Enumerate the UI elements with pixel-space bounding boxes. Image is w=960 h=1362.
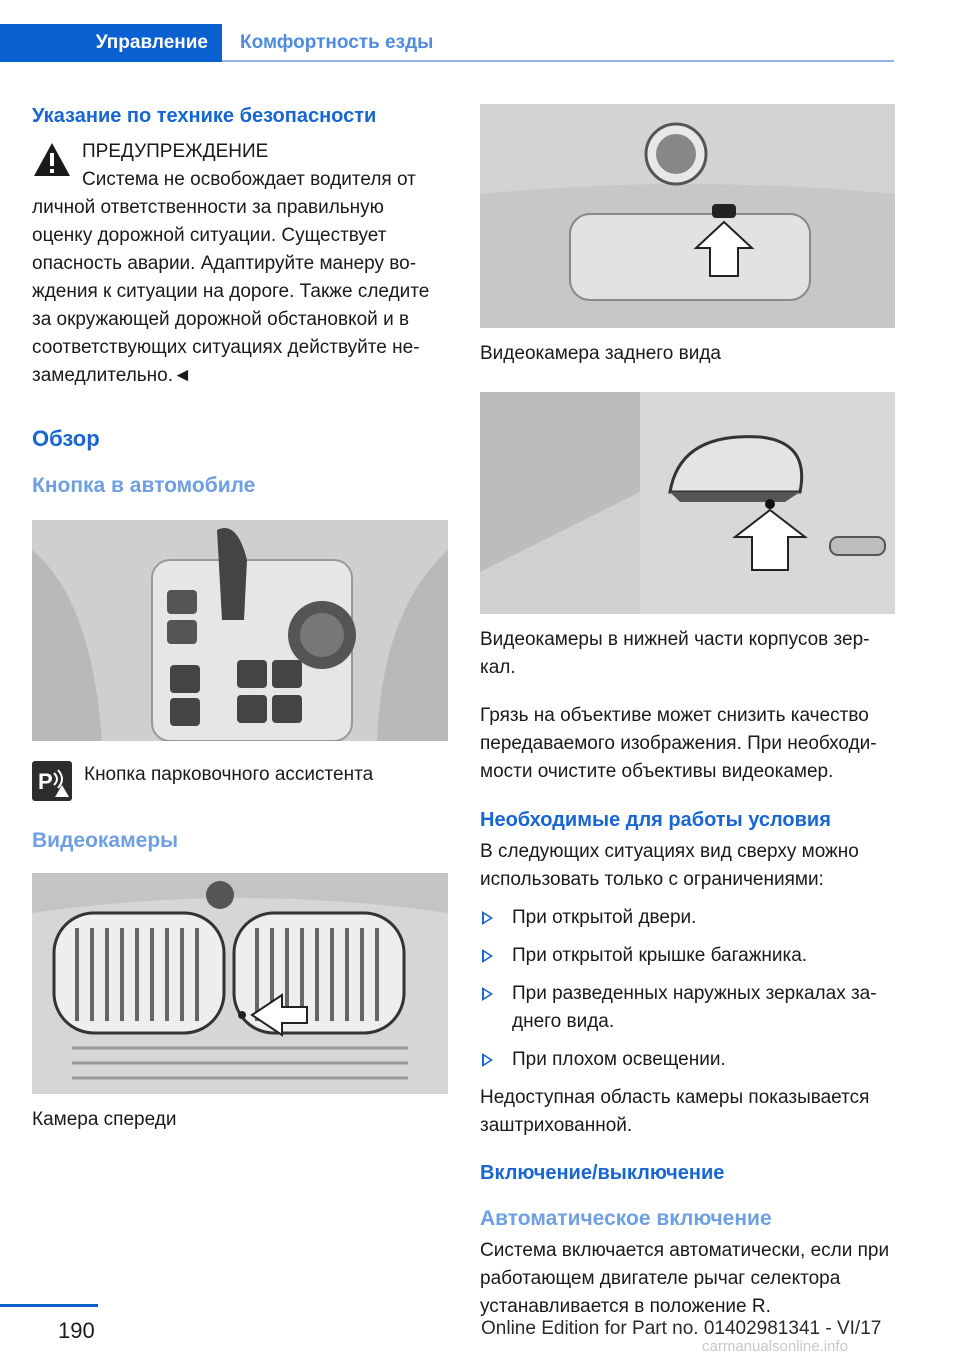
side-mirror-illustration	[480, 392, 895, 614]
list-item	[480, 980, 896, 1036]
page-header	[0, 0, 960, 64]
parking-assistant-icon	[32, 761, 72, 801]
safety-title: Указание по технике безопасности	[32, 105, 377, 127]
unavailable-text: Недоступная область камеры показывается заштрихованной.	[480, 1087, 870, 1136]
onoff-title: Включение/выключение	[480, 1162, 725, 1184]
front-grille-illustration	[32, 873, 448, 1094]
bullet-triangle-icon	[482, 949, 493, 963]
list-item-text: При открытой крышке багажника.	[512, 945, 808, 966]
dirt-text: Грязь на объективе может снизить качество передаваемого изображения. При необходи-мости очистите объективы видеокамер.	[480, 705, 877, 782]
footer-divider	[0, 1304, 98, 1307]
edition-text: Online Edition for Part no. 01402981341 - VI/17	[481, 1318, 882, 1339]
auto-text: Система включается автоматически, если при работающем двигателе рычаг селектора устанавливается в положение R.	[480, 1240, 890, 1317]
bullet-triangle-icon	[482, 911, 493, 925]
mirror-camera-image	[480, 392, 895, 614]
front-camera-image	[32, 873, 448, 1094]
tab-driving-comfort[interactable]: Комфортность езды	[240, 32, 434, 53]
button-title: Кнопка в автомобиле	[32, 474, 256, 497]
watermark: carmanualsonline.info	[702, 1338, 848, 1355]
cameras-title: Видеокамеры	[32, 829, 179, 852]
bullet-triangle-icon	[482, 987, 493, 1001]
front-camera-caption: Камера спереди	[32, 1109, 177, 1130]
tab-controls[interactable]: Управление	[0, 24, 222, 62]
page-number: 190	[58, 1318, 95, 1343]
list-item	[480, 942, 896, 970]
mirror-camera-caption: Видеокамеры в нижней части корпусов зер-кал.	[480, 629, 870, 678]
header-divider	[222, 60, 894, 62]
rear-camera-image	[480, 104, 895, 328]
list-item-text: При открытой двери.	[512, 907, 697, 928]
overview-title: Обзор	[32, 426, 100, 451]
rear-trunk-illustration	[480, 104, 895, 328]
parking-button-row	[32, 761, 448, 801]
warning-icon	[32, 140, 72, 180]
bullet-triangle-icon	[482, 1053, 493, 1067]
list-item-text: При разведенных наружных зеркалах за-днего вида.	[512, 983, 877, 1032]
list-item-text: При плохом освещении.	[512, 1049, 726, 1070]
warning-text: Система не освобождает водителя от личной ответственности за правильную оценку дорожной ситуации. Существует опасность аварии. Адаптируйте манеру во-ждения к ситуации на дороге. Также следите за окружающей дорожной обстановкой и в соответствующих ситуациях действуйте не-замедлительно.◄	[32, 169, 430, 386]
warning-block	[32, 138, 448, 390]
gear-console-image	[32, 520, 448, 741]
conditions-title: Необходимые для работы условия	[480, 809, 831, 831]
conditions-intro: В следующих ситуациях вид сверху можно использовать только с ограничениями:	[480, 841, 859, 890]
list-item	[480, 1046, 896, 1074]
parking-button-caption: Кнопка парковочного ассистента	[84, 764, 374, 785]
right-column	[480, 100, 896, 1321]
warning-label: ПРЕДУПРЕЖДЕНИЕ	[82, 141, 269, 162]
rear-camera-caption: Видеокамера заднего вида	[480, 343, 721, 364]
list-item	[480, 904, 896, 932]
conditions-list	[480, 904, 896, 1074]
auto-title: Автоматическое включение	[480, 1207, 772, 1230]
gear-console-illustration	[32, 520, 448, 741]
svg-text:P: P	[38, 769, 53, 794]
left-column	[32, 100, 448, 1134]
